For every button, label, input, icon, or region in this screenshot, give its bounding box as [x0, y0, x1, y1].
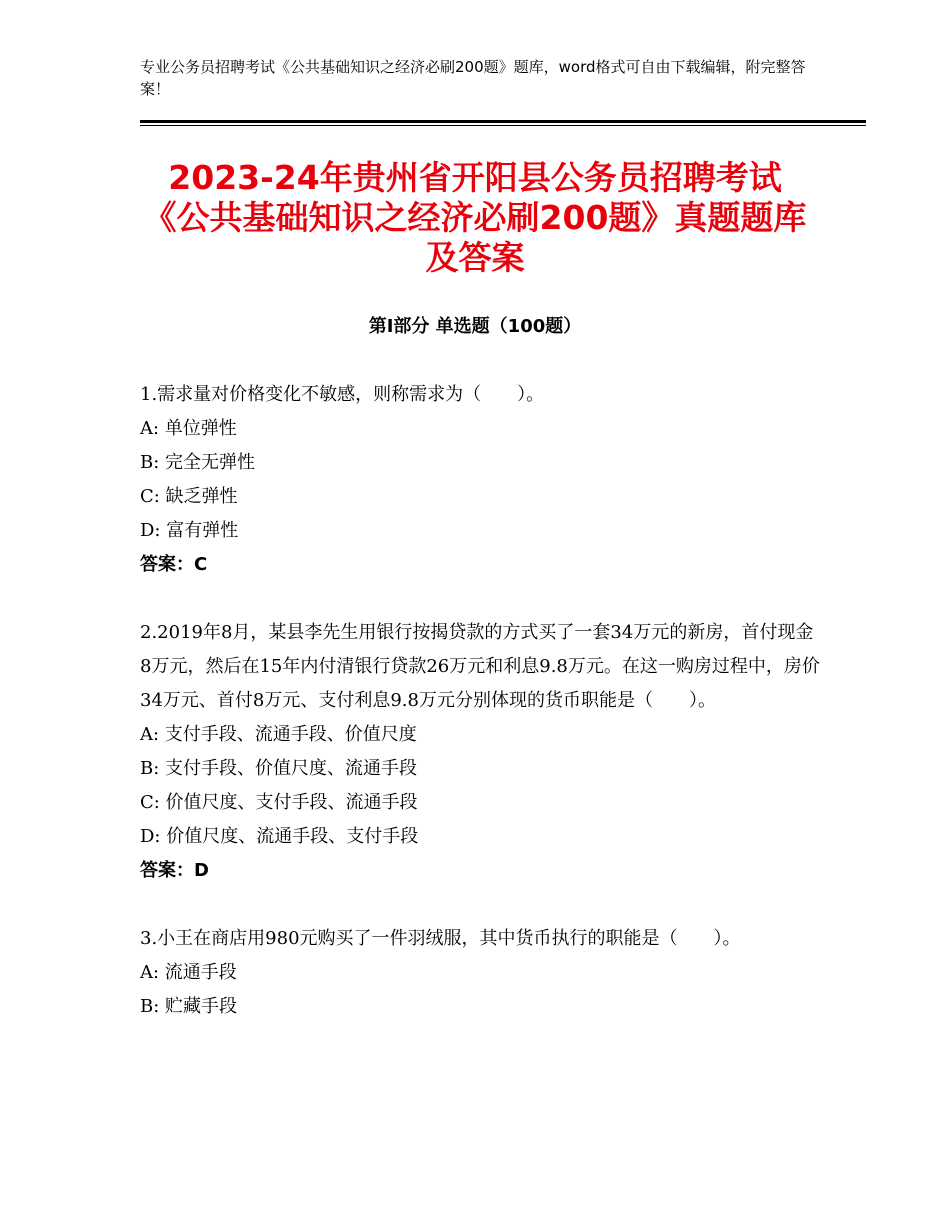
- option-a: A: 支付手段、流通手段、价值尺度: [140, 724, 417, 745]
- header-note: 专业公务员招聘考试《公共基础知识之经济必刷200题》题库，word格式可自由下载编辑，附完整答案！: [140, 58, 806, 98]
- document-title: 2023-24年贵州省开阳县公务员招聘考试《公共基础知识之经济必刷200题》真题题库及答案: [143, 158, 807, 277]
- header-divider-thin: [140, 125, 866, 126]
- question-list: [140, 378, 820, 1058]
- option-b: B: 完全无弹性: [140, 452, 256, 473]
- section-title: 第I部分 单选题（100题）: [368, 316, 582, 337]
- question-3: [140, 922, 820, 1024]
- option-a: A: 单位弹性: [140, 418, 237, 439]
- option-b: B: 支付手段、价值尺度、流通手段: [140, 758, 418, 779]
- answer: 答案：D: [140, 860, 209, 881]
- question-2: [140, 616, 820, 888]
- option-c: C: 价值尺度、支付手段、流通手段: [140, 792, 418, 813]
- option-b: B: 贮藏手段: [140, 996, 238, 1017]
- question-stem: 3.小王在商店用980元购买了一件羽绒服，其中货币执行的职能是（ ）。: [140, 928, 741, 949]
- question-stem: 2.2019年8月，某县李先生用银行按揭贷款的方式买了一套34万元的新房，首付现金8万元，然后在15年内付清银行贷款26万元和利息9.8万元。在这一购房过程中，房价34万元、首付8万元、支付利息9.8万元分别体现的货币职能是（ ）。: [140, 622, 820, 711]
- header-divider-thick: [140, 120, 866, 123]
- option-d: D: 富有弹性: [140, 520, 239, 541]
- option-a: A: 流通手段: [140, 962, 237, 983]
- question-1: [140, 378, 820, 582]
- question-stem: 1.需求量对价格变化不敏感，则称需求为（ ）。: [140, 384, 545, 405]
- option-d: D: 价值尺度、流通手段、支付手段: [140, 826, 419, 847]
- answer: 答案：C: [140, 554, 208, 575]
- option-c: C: 缺乏弹性: [140, 486, 238, 507]
